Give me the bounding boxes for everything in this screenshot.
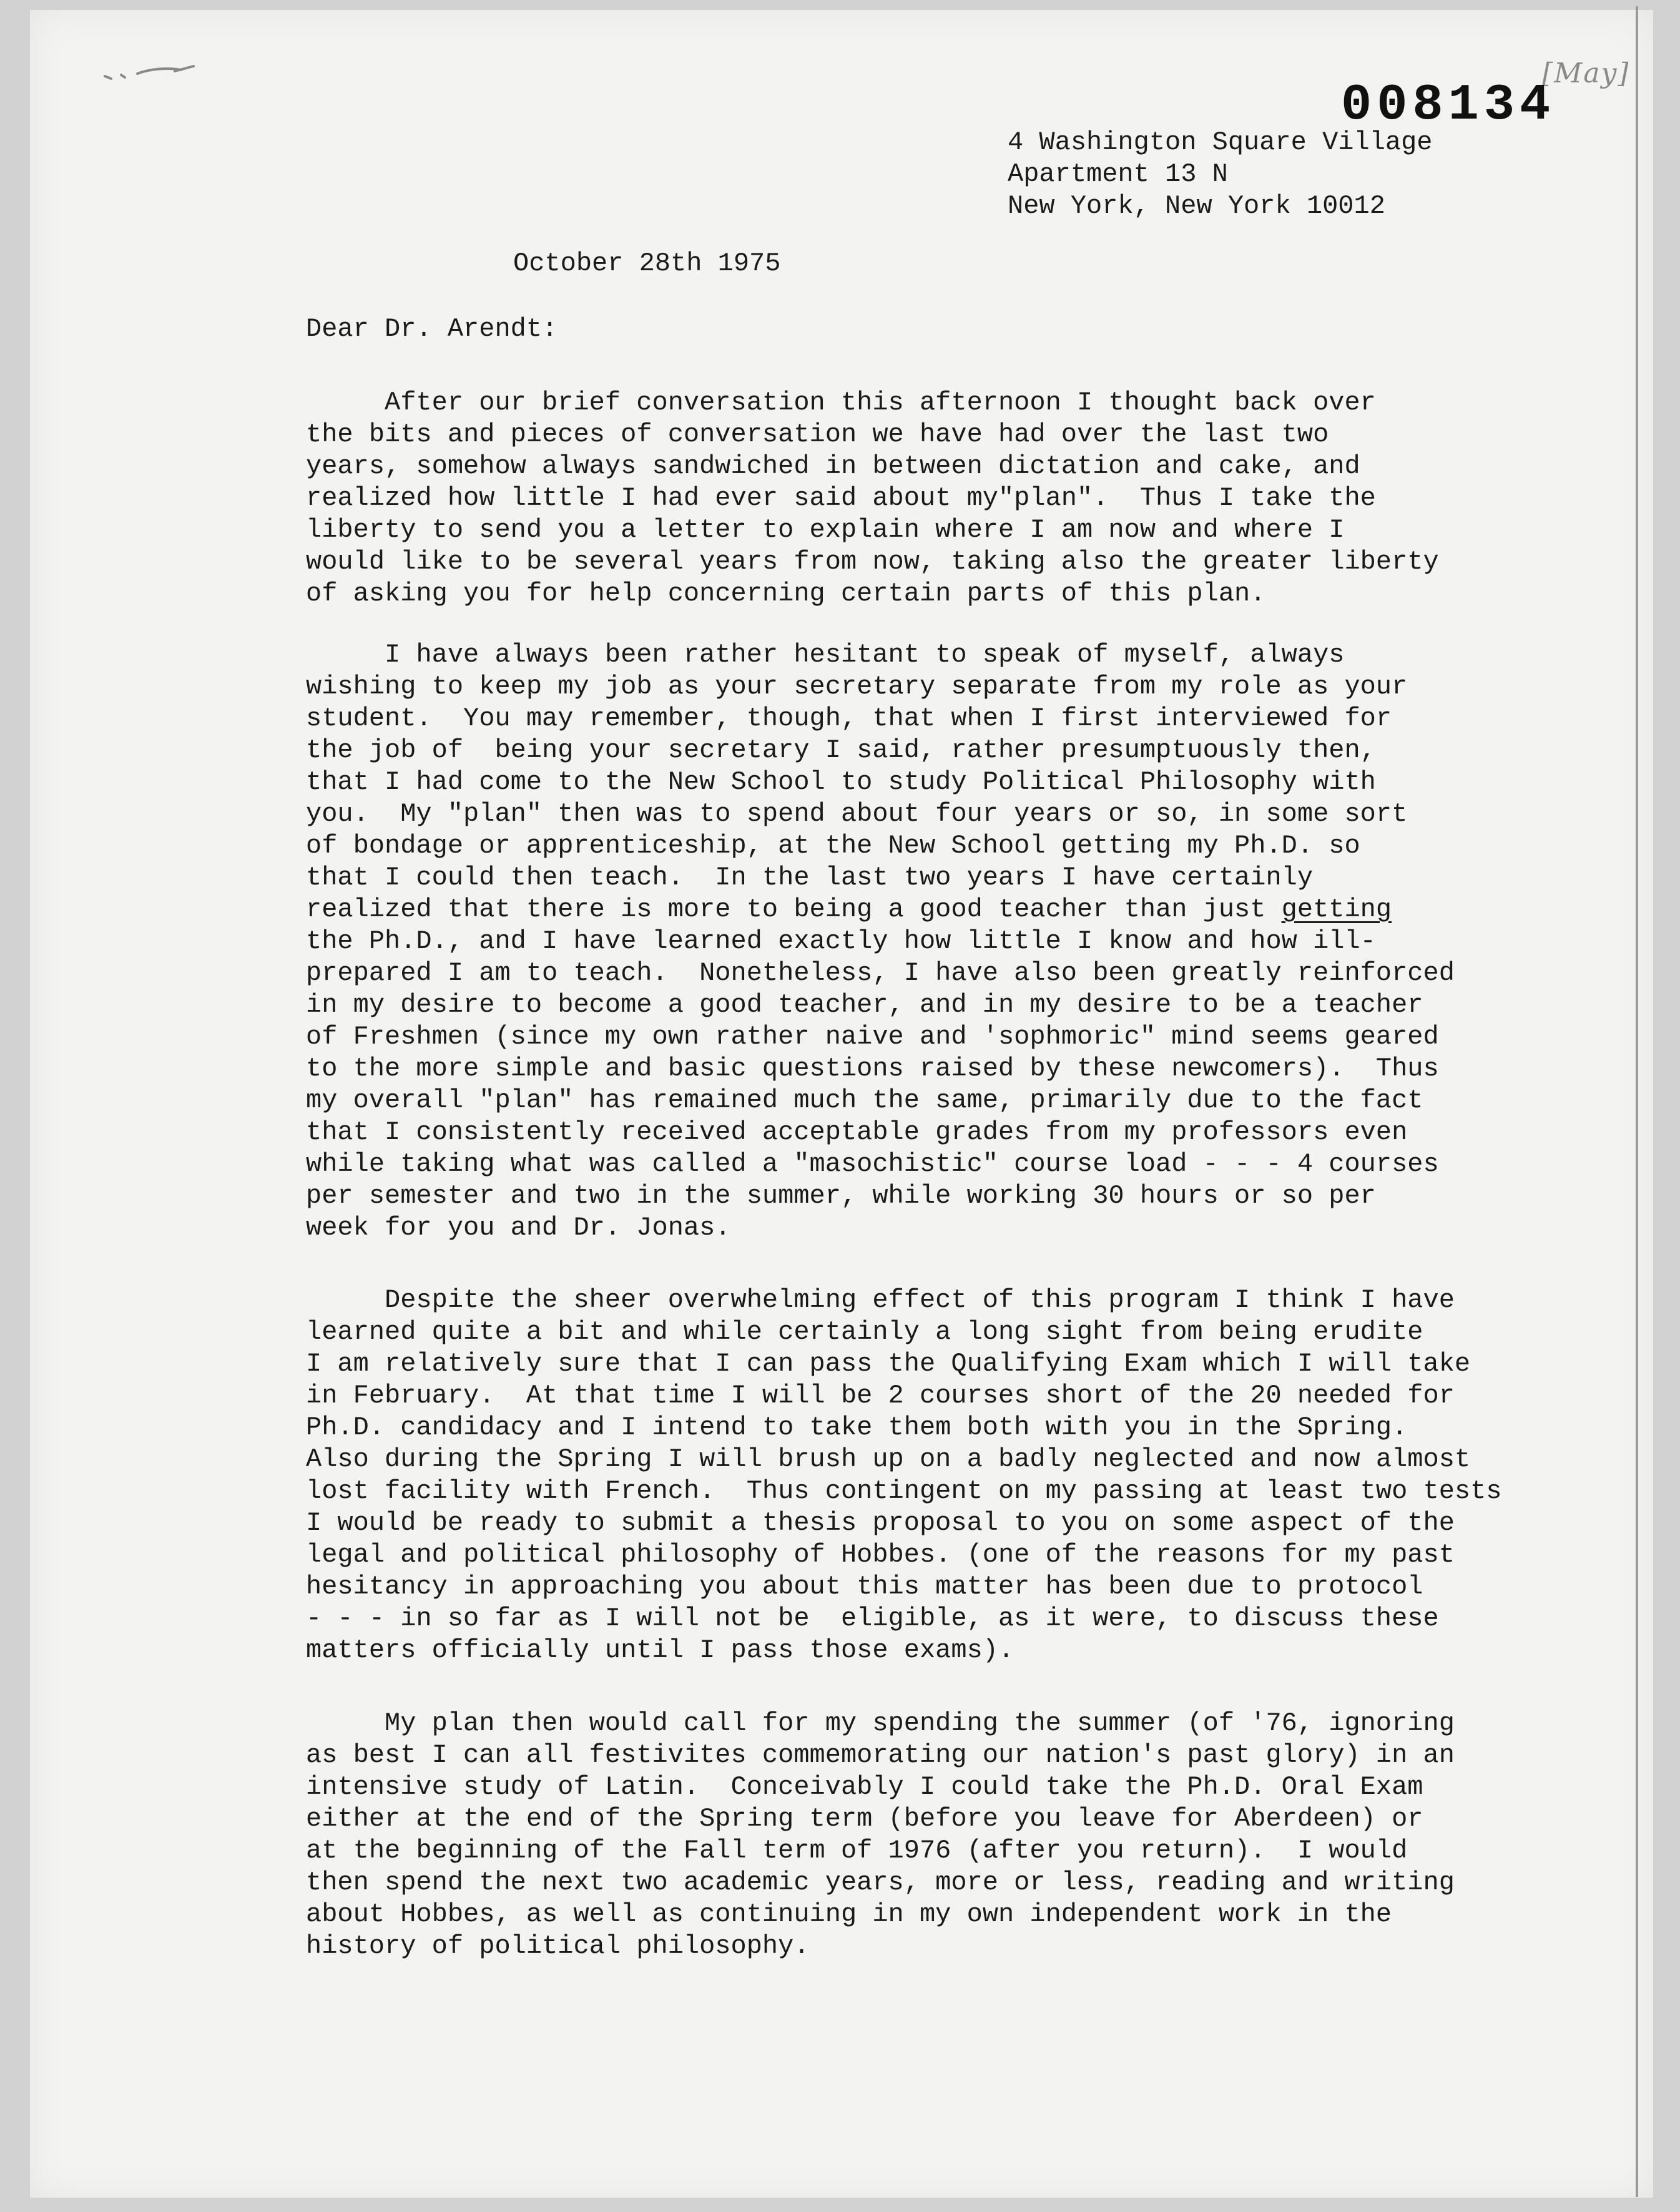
- text-line: about Hobbes, as well as continuing in my own independent work in the: [306, 1899, 1392, 1929]
- underlined-word: getting: [1281, 894, 1392, 924]
- paragraph-2: [306, 639, 1455, 1244]
- archive-stamp-number: 008134: [1341, 76, 1556, 134]
- text-line: After our brief conversation this afternoon I thought back over: [306, 388, 1376, 418]
- text-line: that I consistently received acceptable grades from my professors even: [306, 1117, 1408, 1147]
- text-line: then spend the next two academic years, more or less, reading and writing: [306, 1867, 1455, 1897]
- text-line: [306, 894, 1455, 926]
- text-line: prepared I am to teach. Nonetheless, I have also been greatly reinforced: [306, 958, 1455, 988]
- text-line: that I had come to the New School to study Political Philosophy with: [306, 767, 1376, 797]
- address-line: 4 Washington Square Village: [1008, 127, 1433, 157]
- text-line: to the more simple and basic questions raised by these newcomers). Thus: [306, 1054, 1439, 1084]
- text-line: would like to be several years from now, taking also the greater liberty: [306, 547, 1439, 577]
- text-line: lost facility with French. Thus contingent on my passing at least two tests: [306, 1476, 1502, 1506]
- text-line: hesitancy in approaching you about this matter has been due to protocol: [306, 1572, 1423, 1602]
- text-line: student. You may remember, though, that when I first interviewed for: [306, 703, 1392, 733]
- text-line: the Ph.D., and I have learned exactly how little I know and how ill-: [306, 926, 1376, 956]
- address-line: New York, New York 10012: [1008, 191, 1385, 221]
- text-line: learned quite a bit and while certainly a long sight from being erudite: [306, 1317, 1423, 1347]
- pencil-scratch-mark: [100, 62, 200, 87]
- text-line: of asking you for help concerning certain parts of this plan.: [306, 579, 1266, 609]
- text-line: realized how little I had ever said about my"plan". Thus I take the: [306, 483, 1376, 513]
- text-line: - - - in so far as I will not be eligible, as it were, to discuss these: [306, 1603, 1439, 1633]
- paragraph-4: [306, 1708, 1455, 1962]
- text-line: I would be ready to submit a thesis proposal to you on some aspect of the: [306, 1508, 1455, 1538]
- text-line: week for you and Dr. Jonas.: [306, 1213, 731, 1243]
- text-line: Despite the sheer overwhelming effect of this program I think I have: [306, 1285, 1455, 1315]
- text-line: in my desire to become a good teacher, and in my desire to be a teacher: [306, 990, 1423, 1020]
- text-line: I have always been rather hesitant to speak of myself, always: [306, 640, 1345, 670]
- address-line: Apartment 13 N: [1008, 159, 1228, 189]
- text-line: either at the end of the Spring term (before you leave for Aberdeen) or: [306, 1804, 1423, 1834]
- text-line: matters officially until I pass those exams).: [306, 1635, 1014, 1665]
- paragraph-3: [306, 1285, 1502, 1666]
- page-edge-shadow: [1636, 6, 1638, 2197]
- text-line: the bits and pieces of conversation we have had over the last two: [306, 419, 1329, 449]
- text-line: liberty to send you a letter to explain where I am now and where I: [306, 515, 1345, 545]
- text-line: my overall "plan" has remained much the same, primarily due to the fact: [306, 1085, 1423, 1115]
- text-line: legal and political philosophy of Hobbes. (one of the reasons for my past: [306, 1540, 1455, 1570]
- text-line: per semester and two in the summer, while working 30 hours or so per: [306, 1181, 1376, 1211]
- text-line: I am relatively sure that I can pass the Qualifying Exam which I will take: [306, 1349, 1471, 1379]
- text-line: My plan then would call for my spending the summer (of '76, ignoring: [306, 1708, 1455, 1738]
- text-line: in February. At that time I will be 2 courses short of the 20 needed for: [306, 1381, 1455, 1411]
- pencil-annotation: [May]: [1542, 57, 1630, 89]
- text-line: that I could then teach. In the last two years I have certainly: [306, 863, 1314, 893]
- text-line: the job of being your secretary I said, rather presumptuously then,: [306, 735, 1376, 765]
- text-line: you. My "plan" then was to spend about four years or so, in some sort: [306, 799, 1408, 829]
- text-line: of bondage or apprenticeship, at the New School getting my Ph.D. so: [306, 831, 1360, 861]
- text-line: as best I can all festivites commemorating our nation's past glory) in an: [306, 1740, 1455, 1770]
- salutation: Dear Dr. Arendt:: [306, 314, 558, 344]
- sender-address: [1008, 127, 1433, 222]
- text-line: intensive study of Latin. Conceivably I could take the Ph.D. Oral Exam: [306, 1772, 1423, 1802]
- text-line: Also during the Spring I will brush up on a badly neglected and now almost: [306, 1444, 1471, 1474]
- text-line: history of political philosophy.: [306, 1931, 810, 1961]
- text-segment: realized that there is more to being a good teacher than just: [306, 894, 1282, 924]
- text-line: wishing to keep my job as your secretary separate from my role as your: [306, 672, 1408, 702]
- paragraph-1: [306, 387, 1439, 610]
- letter-date: October 28th 1975: [513, 248, 781, 278]
- text-line: while taking what was called a "masochistic" course load - - - 4 courses: [306, 1149, 1439, 1179]
- text-line: years, somehow always sandwiched in between dictation and cake, and: [306, 451, 1360, 481]
- text-line: of Freshmen (since my own rather naive and 'sophmoric" mind seems geared: [306, 1022, 1439, 1052]
- text-line: Ph.D. candidacy and I intend to take them both with you in the Spring.: [306, 1412, 1408, 1442]
- text-line: at the beginning of the Fall term of 1976 (after you return). I would: [306, 1836, 1408, 1866]
